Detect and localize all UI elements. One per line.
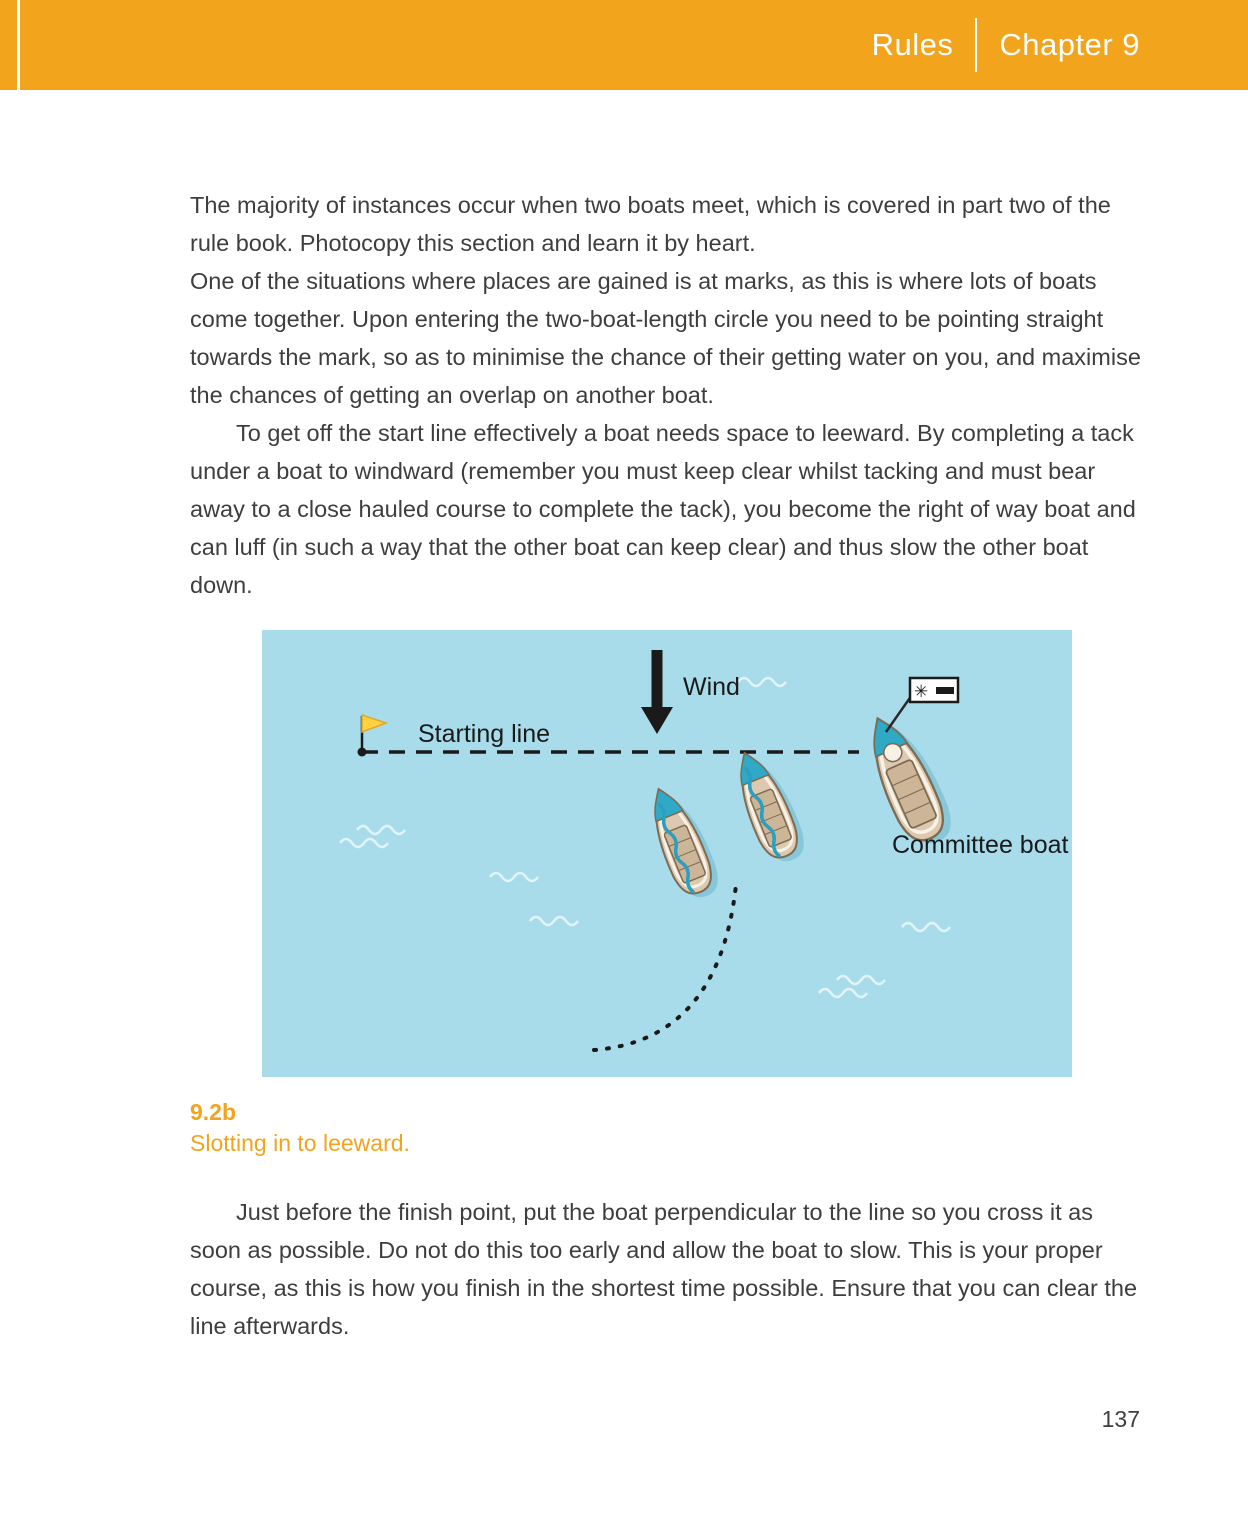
paragraph-3: To get off the start line effectively a boat needs space to leeward. By completing a tack under a boat to windward (remember you must keep clear whilst tacking and must bear away to a close hauled course to complete the tack), you become the right of way boat and can luff (in such a way that the other boat can keep clear) and thus slow the other boat down. bbox=[190, 420, 1136, 598]
figure-9-2b bbox=[262, 630, 1072, 1077]
svg-text:✳: ✳ bbox=[914, 682, 929, 701]
figure-caption-text: Slotting in to leeward. bbox=[190, 1130, 410, 1156]
figure-caption bbox=[190, 1097, 1142, 1159]
figure-caption-number: 9.2b bbox=[190, 1099, 237, 1125]
header-titles bbox=[872, 0, 1140, 90]
header-divider bbox=[975, 18, 977, 72]
header-left-tick bbox=[17, 0, 20, 90]
paragraph-1: The majority of instances occur when two boats meet, which is covered in part two of the rule book. Photocopy this section and learn it by heart. bbox=[190, 192, 1111, 256]
header-chapter-label: Chapter 9 bbox=[999, 27, 1140, 62]
paragraph-2: One of the situations where places are gained is at marks, as this is where lots of boats come together. Upon entering the two-boat-length circle you need to be pointing straight towards the mark, so as to minimise the chance of their getting water on you, and maximise the chances of getting an overlap on another boat. bbox=[190, 268, 1141, 408]
page-number: 137 bbox=[1101, 1406, 1140, 1432]
chapter-header-bar bbox=[0, 0, 1248, 90]
committee-flag-icon bbox=[910, 678, 958, 702]
committee-boat-label: Committee boat bbox=[892, 831, 1069, 859]
sailing-diagram bbox=[262, 630, 1072, 1077]
page-content bbox=[190, 186, 1142, 1345]
wind-label: Wind bbox=[683, 673, 740, 701]
paragraph-4: Just before the finish point, put the boat perpendicular to the line so you cross it as soon as possible. Do not do this too early and allow the boat to slow. This is your proper course, as this is how you finish in the shortest time possible. Ensure that you can clear the line afterwards. bbox=[190, 1199, 1138, 1339]
header-section-label: Rules bbox=[871, 27, 954, 62]
starting-line-label: Starting line bbox=[418, 720, 551, 748]
